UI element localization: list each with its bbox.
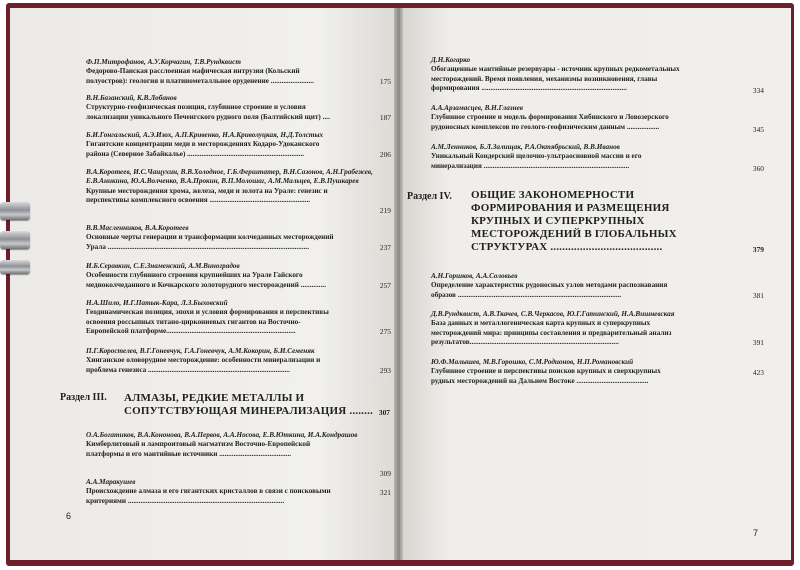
entry-page-number: 219 xyxy=(379,206,391,215)
entry-title-line: Происхождение алмаза и его гигантских кристаллов в связи с поисковыми xyxy=(86,487,331,496)
entry-page-number: 237 xyxy=(379,243,391,252)
entry-title-line: района (Северное Забайкалье) ................................................................. xyxy=(86,149,304,158)
entry-page-number: 345 xyxy=(752,125,764,134)
section-tag: Раздел III. xyxy=(60,392,107,403)
toc-entry xyxy=(431,272,764,300)
entry-page-number: 423 xyxy=(752,368,764,377)
section-page-number: 307 xyxy=(378,408,390,417)
entry-title-line: Европейской платформе........................................................................ xyxy=(86,327,296,336)
section-title-line: АЛМАЗЫ, РЕДКИЕ МЕТАЛЛЫ И xyxy=(124,392,305,404)
entry-title-line: месторождений мира: принципы составления и предварительный анализ xyxy=(431,328,672,337)
entry-authors: О.А.Богатиков, В.А.Кононова, В.А.Первов, А.А.Носова, Е.В.Юткина, И.А.Кондрашов xyxy=(86,431,358,439)
entry-title-line: формирования ................................................................................. xyxy=(431,84,627,93)
left-page xyxy=(10,8,396,560)
toc-entry xyxy=(431,358,764,386)
right-page xyxy=(403,8,791,560)
entry-title-line: Особенности глубинного строения крупнейших на Урале Гайского xyxy=(86,271,303,280)
entry-authors: В.В.Масленников, В.А.Коротеев xyxy=(86,224,189,232)
entry-page-number: 187 xyxy=(379,113,391,122)
entry-title-line: платформы и его мантийные источники ........................................ xyxy=(86,449,292,458)
binder-clip xyxy=(0,202,30,220)
entry-title-line: Кимберлитовый и лампроитовый магматизм Восточно-Европейской xyxy=(86,440,311,449)
entry-title-line: Геодинамическая позиция, эпохи и условия формирования и перспективы xyxy=(86,308,329,317)
entry-authors: П.Г.Коростелев, В.Г.Гоневчук, Г.А.Гоневчук, А.М.Кокорин, Б.И.Семеняк xyxy=(86,347,315,355)
toc-entry xyxy=(86,224,391,252)
entry-page-number: 275 xyxy=(379,327,391,336)
entry-title-line: перспективы комплексного освоения ........................................................ xyxy=(86,196,311,205)
section-title-line: СТРУКТУРАХ ...................................... xyxy=(471,241,663,253)
entry-authors: Ф.П.Митрофанов, А.У.Корчагин, Т.В.Рундквист xyxy=(86,58,241,66)
toc-entry xyxy=(86,431,391,478)
entry-page-number: 293 xyxy=(379,366,391,375)
entry-authors: А.М.Ленников, Б.Л.Залищак, Р.А.Октябрьский, В.В.Иванов xyxy=(431,143,620,151)
entry-page-number: 360 xyxy=(752,164,764,173)
entry-title-line: Гигантские концентрации меди в месторождениях Кодаро-Удоканского xyxy=(86,140,320,149)
toc-entry xyxy=(86,168,391,215)
section-title-line: КРУПНЫХ И СУПЕРКРУПНЫХ xyxy=(471,215,645,227)
entry-title-line: Обогащенные мантийные резервуары - источник крупных редкометальных xyxy=(431,65,680,74)
entry-page-number: 321 xyxy=(379,488,391,497)
right-page-number: 7 xyxy=(753,528,759,538)
entry-title-line: Определение характеристик рудоносных узлов методами распознавания xyxy=(431,281,668,290)
entry-page-number: 391 xyxy=(752,338,764,347)
entry-authors: В.Н.Базанский, К.В.Лобанов xyxy=(86,94,177,102)
entry-title-line: Глубинное строение и перспективы поисков крупных и сверхкрупных xyxy=(431,367,661,376)
entry-title-line: критериями ....................................................................................... xyxy=(86,496,285,505)
entry-authors: Н.А.Шило, И.Г.Патык-Кара, Л.З.Быховский xyxy=(86,299,228,307)
left-page-number: 6 xyxy=(66,511,72,521)
entry-title-line: проблема генезиса ............................................................................... xyxy=(86,365,290,374)
entry-page-number: 175 xyxy=(379,77,391,86)
toc-entry xyxy=(431,143,764,171)
toc-entry xyxy=(431,56,764,94)
toc-entry xyxy=(86,347,391,375)
entry-title-line: рудных месторождений на Дальнем Востоке ........................................ xyxy=(431,376,649,385)
section-title-line: ОБЩИЕ ЗАКОНОМЕРНОСТИ xyxy=(471,189,635,201)
entry-title-line: месторождений. Время появления, механизмы возникновения, главы xyxy=(431,74,658,83)
toc-entry xyxy=(86,262,391,290)
section-title-line: ФОРМИРОВАНИЯ И РАЗМЕЩЕНИЯ xyxy=(471,202,670,214)
entry-title-line: База данных и металлогеническая карта крупных и суперкрупных xyxy=(431,319,651,328)
toc-entry xyxy=(86,58,391,86)
entry-title-line: Уникальный Кондерский щелочно-ультраосновной массив и его xyxy=(431,152,642,161)
entry-page-number: 309 xyxy=(379,469,391,478)
entry-title-line: Структурно-геофизическая позиция, глубинное строение и условия xyxy=(86,103,306,112)
entry-title-line: Крупные месторождения хрома, железа, меди и золота на Урале: генезис и xyxy=(86,186,328,195)
entry-title-line: Глубинное строение и модель формирования Хибинского и Ловозерского xyxy=(431,113,669,122)
entry-title-line: Урала ................................................................................................................ xyxy=(86,242,310,251)
entry-page-number: 257 xyxy=(379,281,391,290)
entry-authors: А.А.Арзамасцев, В.Н.Глазнев xyxy=(431,104,523,112)
toc-entry xyxy=(431,104,764,132)
entry-authors: Б.И.Гонгальский, А.Э.Изох, А.П.Кривенко, Н.А.Криволуцкая, Н.Д.Толстых xyxy=(86,131,324,139)
entry-title-line: освоения россыпных титано-циркониевых гигантов на Восточно- xyxy=(86,317,301,326)
entry-title-line: Хинганское оловорудное месторождение: особенности минерализации и xyxy=(86,356,321,365)
entry-title-line: локализации уникального Печенгского рудного поля (Балтийский щит) .... xyxy=(86,112,330,121)
entry-page-number: 381 xyxy=(752,291,764,300)
entry-authors: В.А.Коротеев, И.С.Чащухин, В.В.Холодное, Г.Б.Ферштатер, В.Н.Сазонов, А.Н.Грабежев, Е.В.Аникина, Ю.А.Волченко, В.А.Прокин, В.П.Молошаг, А.М.Мальцев, Е.В.Пушкарев xyxy=(86,168,373,186)
toc-entry xyxy=(86,94,391,122)
entry-authors: И.Б.Серавкин, С.Е.Знаменский, А.М.Виноградов xyxy=(86,262,240,270)
entry-page-number: 334 xyxy=(752,86,764,95)
entry-title-line: медноколчеданного и Кочкарского золоторудного месторождений .............. xyxy=(86,280,326,289)
binder-clip xyxy=(0,260,30,274)
toc-entry xyxy=(86,478,391,506)
entry-title-line: образов ........................................................................................... xyxy=(431,290,622,299)
entry-authors: А.А.Маракушев xyxy=(86,478,136,486)
section-title-line: МЕСТОРОЖДЕНИЙ В ГЛОБАЛЬНЫХ xyxy=(471,228,677,240)
entry-authors: Д.Н.Когарко xyxy=(431,56,471,64)
binder-clip xyxy=(0,231,30,249)
entry-page-number: 206 xyxy=(379,150,391,159)
toc-entry xyxy=(86,299,391,337)
entry-title-line: полуостров): геология и платинометалльное оруденение ........................ xyxy=(86,76,314,85)
entry-title-line: рудоносных комплексов по геолого-геофизическим данным .................. xyxy=(431,122,660,131)
entry-authors: Д.В.Рундквист, А.В.Ткачев, С.В.Черкасов, Ю.Г.Гатинский, Н.А.Вишневская xyxy=(431,310,675,318)
section-page-number: 379 xyxy=(752,245,764,254)
toc-entry xyxy=(86,131,391,159)
section-tag: Раздел IV. xyxy=(407,191,452,202)
toc-entry xyxy=(431,310,764,348)
entry-authors: Ю.Ф.Малышев, М.В.Горошко, С.М.Родионов, Н.П.Романовский xyxy=(431,358,634,366)
entry-title-line: минерализация ................................................................................. xyxy=(431,161,630,170)
entry-title-line: Федорово-Панская расслоенная мафическая интрузия (Кольский xyxy=(86,67,300,76)
entry-title-line: Основные черты генерации и трансформации колчеданных месторождений xyxy=(86,233,334,242)
section-title-line: СОПУТСТВУЮЩАЯ МИНЕРАЛИЗАЦИЯ ........ xyxy=(124,405,373,417)
entry-title-line: результатов................................................................................... xyxy=(431,338,619,347)
entry-authors: А.Н.Горшков, А.А.Соловьев xyxy=(431,272,518,280)
